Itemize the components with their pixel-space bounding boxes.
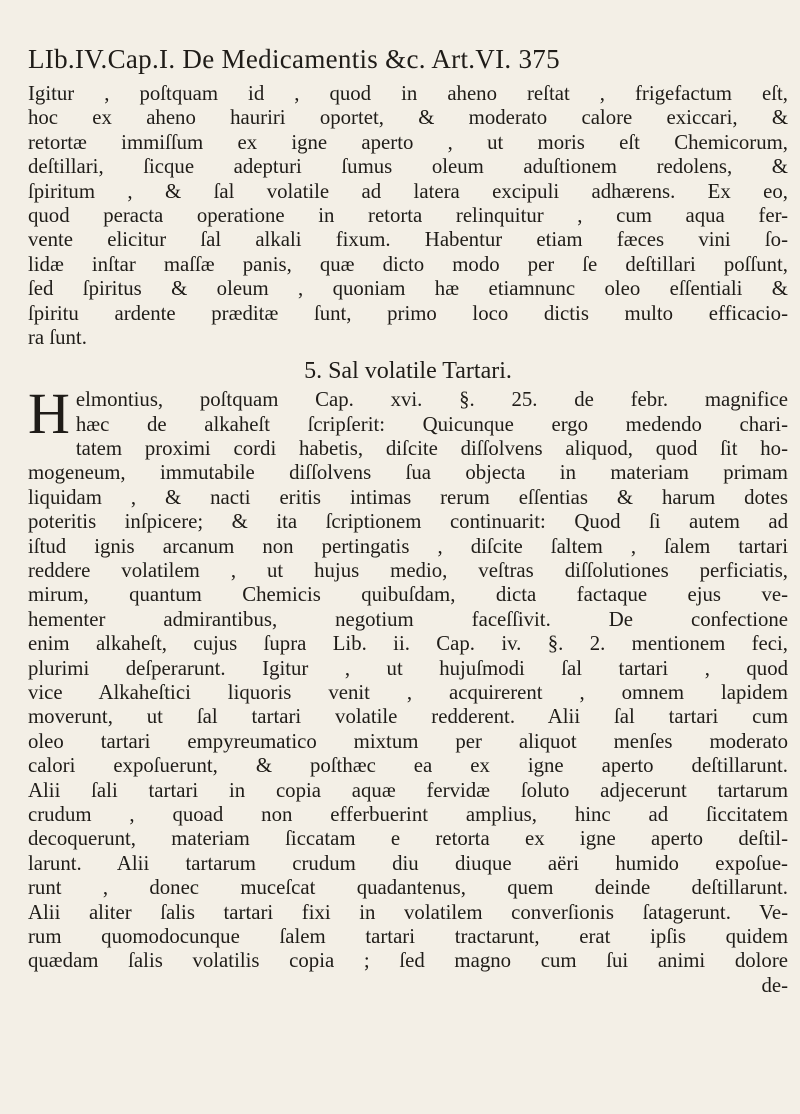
text-line: poteritis inſpicere; & ita ſcriptionem continuarit: Quod ſi autem ad [28,510,788,534]
text-line: rum quomodocunque ſalem tartari tractarunt, erat ipſis quidem [28,924,788,948]
paragraph-1 [28,82,788,350]
text-line: ſpiritum , & ſal volatile ad latera excipuli adhærens. Ex eo, [28,179,788,203]
page-body [28,82,788,998]
text-line: runt , donec muceſcat quadantenus, quem deinde deſtillarunt. [28,876,788,900]
text-line: moverunt, ut ſal tartari volatile redderent. Alii ſal tartari cum [28,705,788,729]
text-line: iſtud ignis arcanum non pertingatis , diſcite ſaltem , ſalem tartari [28,534,788,558]
text-line: liquidam , & nacti eritis intimas rerum eſſentias & harum dotes [28,485,788,509]
text-line: ſpiritu ardente præditæ ſunt, primo loco dictis multo efficacio- [28,301,788,325]
text-line: Alii aliter ſalis tartari fixi in volatilem converſionis ſatagerunt. Ve- [28,900,788,924]
text-line: calori expoſuerunt, & poſthæc ea ex igne aperto deſtillarunt. [28,754,788,778]
text-line: ra ſunt. [28,325,87,349]
text-line: elmontius, poſtquam Cap. xvi. §. 25. de febr. magnifice [75,388,788,412]
text-line: vente elicitur ſal alkali fixum. Habentur etiam fæces vini ſo- [28,228,788,252]
text-line: deſtillari, ſicque adepturi ſumus oleum aduſtionem redolens, & [28,155,788,179]
text-line: hementer admirantibus, negotium faceſſivit. De confectione [28,607,788,631]
text-line: Alii ſali tartari in copia aquæ fervidæ ſoluto adjecerunt tartarum [28,778,788,802]
text-line: quod peracta operatione in retorta relinquitur , cum aqua fer- [28,203,788,227]
text-line: reddere volatilem , ut hujus medio, veſtras diſſolutiones perficiatis, [28,559,788,583]
paragraph-2 [28,381,788,973]
text-line: oleo tartari empyreumatico mixtum per aliquot menſes moderato [28,729,788,753]
text-line: quædam ſalis volatilis copia ; ſed magno cum ſui animi dolore [28,949,788,973]
text-line: retortæ immiſſum ex igne aperto , ut moris eſt Chemicorum, [28,130,788,154]
running-header: LIb.IV.Cap.I. De Medicamentis &c. Art.VI. 375 [28,44,560,74]
text-line: plurimi deſperarunt. Igitur , ut hujuſmodi ſal tartari , quod [28,656,788,680]
text-line: mirum, quantum Chemicis quibuſdam, dicta factaque ejus ve- [28,583,788,607]
text-line: hoc ex aheno hauriri oportet, & moderato calore exiccari, & [28,106,788,130]
text-line: crudum , quoad non efferbuerint amplius, hinc ad ſiccitatem [28,802,788,826]
section-title: 5. Sal volatile Tartari. [304,358,512,385]
text-line: Igitur , poſtquam id , quod in aheno reſtat , frigefactum eſt, [28,82,788,105]
text-line: vice Alkaheſtici liquoris venit , acquirerent , omnem lapidem [28,680,788,704]
text-line: larunt. Alii tartarum crudum diu diuque aëri humido expoſue- [28,851,788,875]
text-line: decoquerunt, materiam ſiccatam e retorta ex igne aperto deſtil- [28,827,788,851]
text-line: enim alkaheſt, cujus ſupra Lib. ii. Cap. iv. §. 2. mentionem feci, [28,632,788,656]
text-line: mogeneum, immutabile diſſolvens ſua objecta in materiam primam [28,461,788,485]
text-line: hæc de alkaheſt ſcripſerit: Quicunque ergo medendo chari- [75,412,788,436]
catchword: de- [761,973,788,997]
text-line: tatem proximi cordi habetis, diſcite diſſolvens aliquod, quod ſit ho- [75,437,788,461]
text-line: lidæ inſtar maſſæ panis, quæ dicto modo per ſe deſtillari poſſunt, [28,252,788,276]
text-line: ſed ſpiritus & oleum , quoniam hæ etiamnunc oleo eſſentiali & [28,277,788,301]
drop-cap: H [28,381,70,447]
